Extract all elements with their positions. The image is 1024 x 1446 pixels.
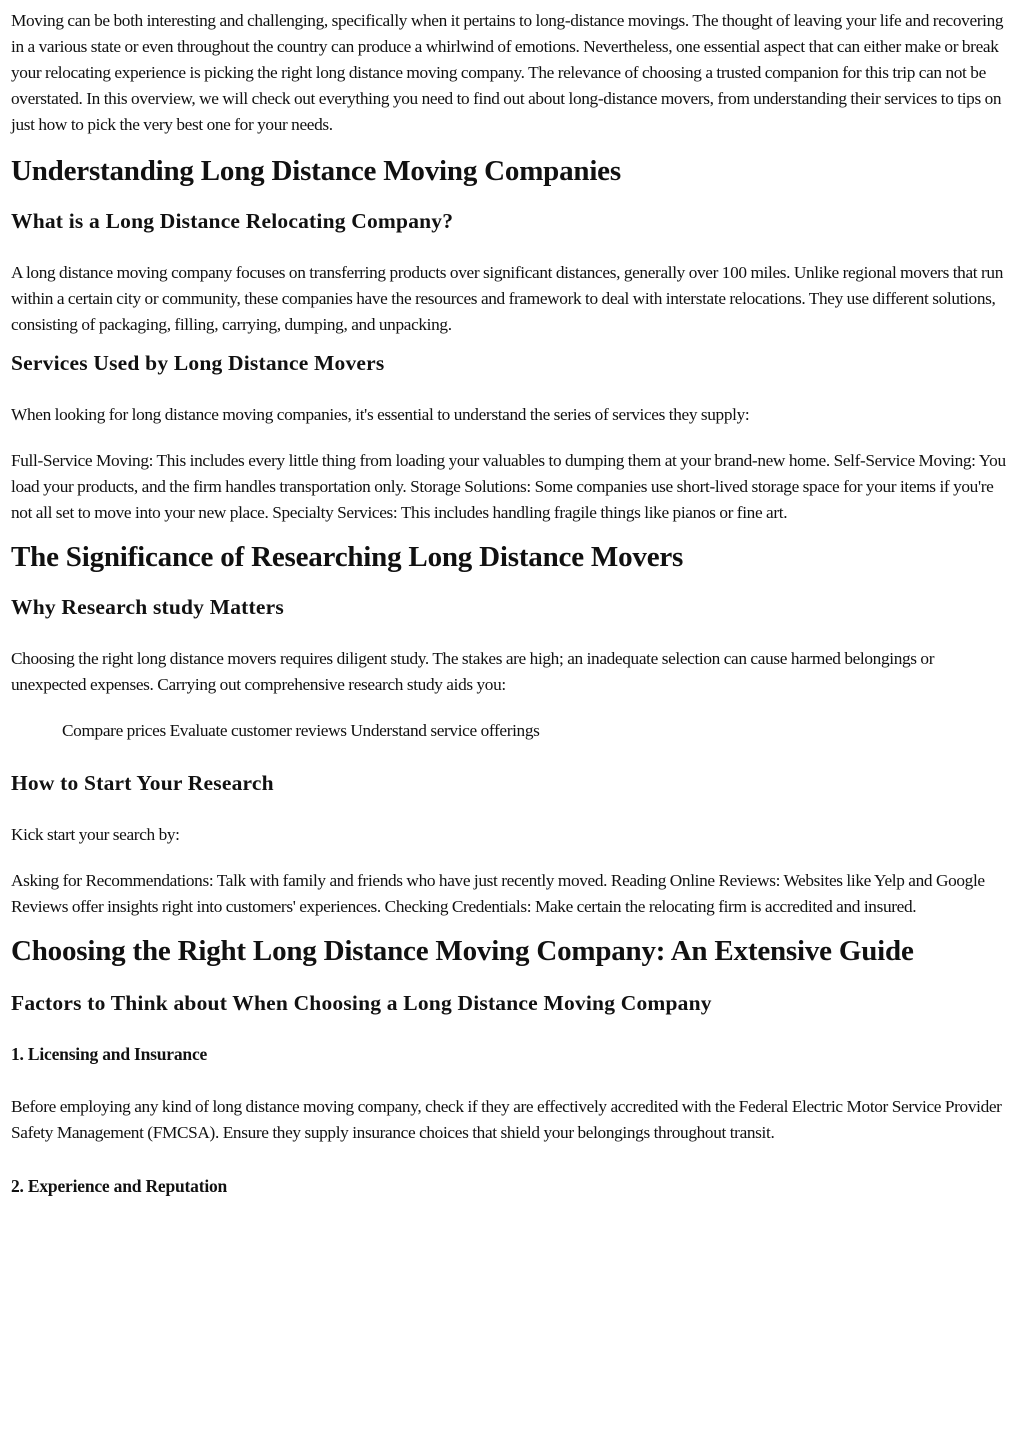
heading-licensing: 1. Licensing and Insurance	[11, 1044, 208, 1064]
licensing-paragraph: Before employing any kind of long distance moving company, check if they are effectively accredited with the Federal Electric Motor Service Provider Safety Management (FMCSA). Ensure they supply insurance choices that shield your belongings throughout transit.	[11, 1097, 1002, 1142]
heading-what-is: What is a Long Distance Relocating Company?	[11, 209, 454, 233]
how-to-list-paragraph: Asking for Recommendations: Talk with family and friends who have just recently moved. Reading Online Reviews: Websites like Yelp and Google Reviews offer insights right into customers' experiences. Checking Credentials: Make certain the relocating firm is accredited and insured.	[11, 871, 985, 916]
heading-how-to-start: How to Start Your Research	[11, 771, 274, 795]
heading-factors: Factors to Think about When Choosing a Long Distance Moving Company	[11, 991, 712, 1015]
heading-choosing: Choosing the Right Long Distance Moving Company: An Extensive Guide	[11, 935, 914, 967]
heading-significance: The Significance of Researching Long Distance Movers	[11, 541, 684, 573]
heading-services: Services Used by Long Distance Movers	[11, 351, 385, 375]
heading-understanding: Understanding Long Distance Moving Companies	[11, 155, 621, 187]
how-to-intro-paragraph: Kick start your search by:	[11, 825, 180, 844]
services-list-paragraph: Full-Service Moving: This includes every little thing from loading your valuables to dumping them at your brand-new home. Self-Service Moving: You load your products, and the firm handles transportation only. Storage Solutions: Some companies use short-lived storage space for your items if you're not all set to move into your new place. Specialty Services: This includes handling fragile things like pianos or fine art.	[11, 451, 1006, 522]
services-intro-paragraph: When looking for long distance moving companies, it's essential to understand the series of services they supply:	[11, 405, 750, 424]
heading-experience: 2. Experience and Reputation	[11, 1176, 228, 1196]
heading-why-research: Why Research study Matters	[11, 595, 284, 619]
why-research-paragraph: Choosing the right long distance movers requires diligent study. The stakes are high; an inadequate selection can cause harmed belongings or unexpected expenses. Carrying out comprehensive research study aids you:	[11, 649, 935, 694]
what-is-paragraph: A long distance moving company focuses on transferring products over significant distances, generally over 100 miles. Unlike regional movers that run within a certain city or community, these companies have the resources and framework to deal with interstate relocations. They use different solutions, consisting of packaging, filling, carrying, dumping, and unpacking.	[11, 263, 1003, 334]
intro-paragraph: Moving can be both interesting and challenging, specifically when it pertains to long-distance movings. The thought of leaving your life and recovering in a various state or even throughout the country can produce a whirlwind of emotions. Nevertheless, one essential aspect that can either make or break your relocating experience is picking the right long distance moving company. The relevance of choosing a trusted companion for this trip can not be overstated. In this overview, we will check out everything you need to find out about long-distance movers, from understanding their services to tips on just how to pick the very best one for your needs.	[11, 11, 1004, 134]
research-benefits-list: Compare prices Evaluate customer reviews Understand service offerings	[62, 721, 540, 740]
